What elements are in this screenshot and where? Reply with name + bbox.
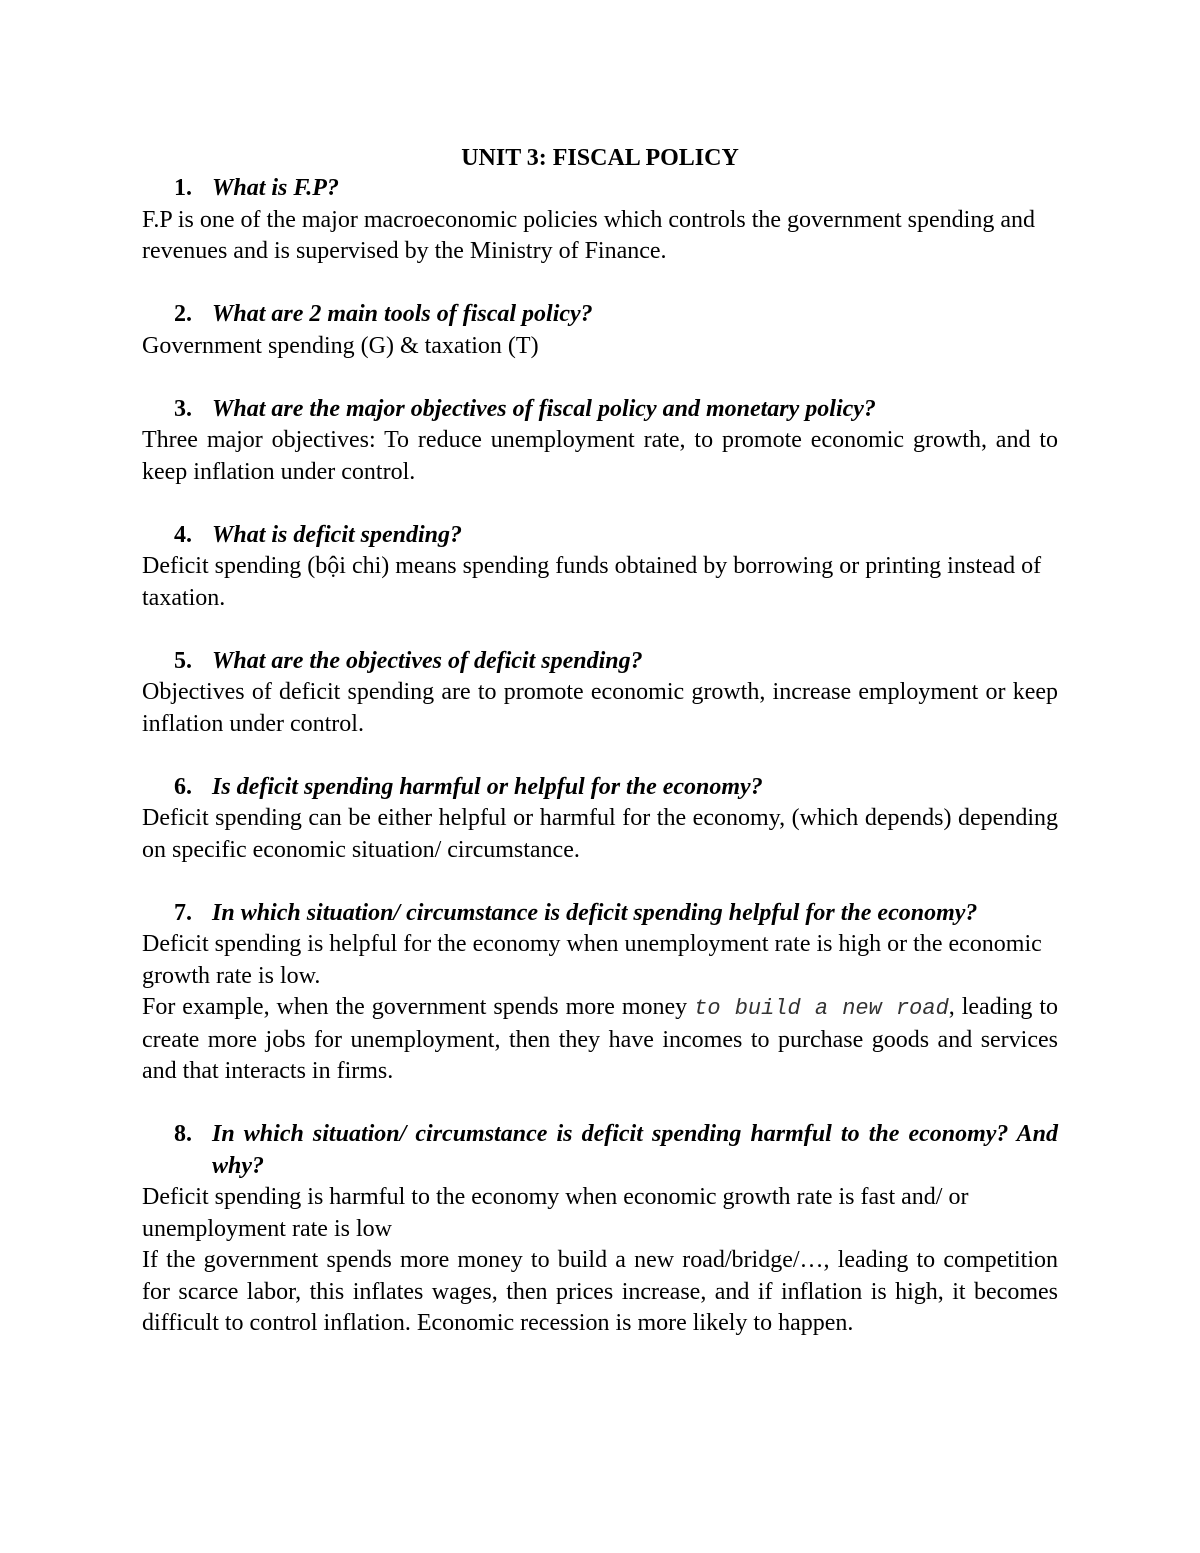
question-number: 1.: [174, 175, 192, 201]
qa-item-5: [142, 646, 1058, 741]
question: [142, 772, 1058, 804]
answer-text: Deficit spending is helpful for the economy when unemployment rate is high or the economic growth rate is low.: [142, 931, 1042, 989]
qa-item-3: [142, 394, 1058, 489]
question-text: In which situation/ circumstance is deficit spending helpful for the economy?: [212, 899, 978, 926]
question-text: In which situation/ circumstance is deficit spending harmful to the economy? And why?: [212, 1121, 1058, 1179]
example-text-end: , leading to create more jobs for unemployment, then they have incomes to purchase goods and services and that interacts in firms.: [142, 994, 1058, 1084]
question: [142, 1119, 1058, 1182]
question: [142, 173, 1058, 205]
qa-item-7: [142, 898, 1058, 1088]
answer-text: Deficit spending (bội chi) means spending funds obtained by borrowing or printing instead of taxation.: [142, 553, 1042, 611]
answer-text: Three major objectives: To reduce unemployment rate, to promote economic growth, and to keep inflation under control.: [142, 427, 1058, 485]
page-title: UNIT 3: FISCAL POLICY: [461, 145, 739, 171]
example-emphasis: to build a new road: [694, 996, 949, 1021]
qa-item-1: [142, 173, 1058, 268]
question-number: 4.: [174, 521, 192, 548]
question: [142, 898, 1058, 930]
qa-item-6: [142, 772, 1058, 867]
answer-text: F.P is one of the major macroeconomic policies which controls the government spending and revenues and is supervised by the Ministry of Finance.: [142, 206, 1035, 264]
question: [142, 520, 1058, 552]
question-text: Is deficit spending harmful or helpful for the economy?: [212, 773, 763, 800]
question-number: 5.: [174, 647, 192, 674]
question-number: 8.: [174, 1121, 192, 1147]
question: [142, 394, 1058, 426]
question-number: 3.: [174, 395, 192, 422]
question: [142, 299, 1058, 331]
qa-item-4: [142, 520, 1058, 615]
question-text: What are 2 main tools of fiscal policy?: [212, 301, 593, 327]
question-text: What is F.P?: [212, 175, 339, 201]
answer-text: Deficit spending is harmful to the economy when economic growth rate is fast and/ or unemployment rate is low: [142, 1184, 969, 1242]
example-paragraph: [142, 992, 1058, 1088]
question: [142, 646, 1058, 678]
question-text: What are the objectives of deficit spending?: [212, 647, 643, 674]
question-number: 6.: [174, 773, 192, 800]
answer-text: Government spending (G) & taxation (T): [142, 332, 539, 359]
question-text: What are the major objectives of fiscal policy and monetary policy?: [212, 395, 876, 422]
question-number: 2.: [174, 301, 192, 327]
example-text-start: For example, when the government spends more money: [142, 994, 695, 1020]
qa-list: [142, 173, 1058, 1340]
answer-text: If the government spends more money to build a new road/bridge/…, leading to competition for scarce labor, this inflates wages, then prices increase, and if inflation is high, it becomes difficult to control inflation. Economic recession is more likely to happen.: [142, 1247, 1058, 1336]
qa-item-2: [142, 299, 1058, 362]
question-number: 7.: [174, 899, 192, 926]
question-text: What is deficit spending?: [212, 521, 463, 548]
qa-item-8: [142, 1119, 1058, 1340]
answer-text: Deficit spending can be either helpful or harmful for the economy, (which depends) depending on specific economic situation/ circumstance.: [142, 805, 1058, 863]
answer-text: Objectives of deficit spending are to promote economic growth, increase employment or keep inflation under control.: [142, 679, 1058, 737]
